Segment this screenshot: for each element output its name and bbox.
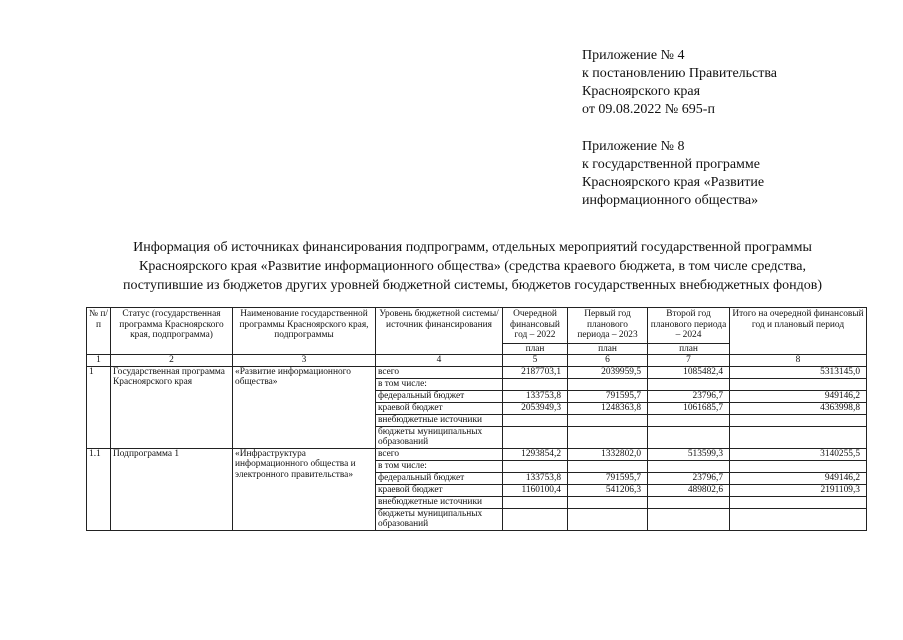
cell-2023: 791595,7: [568, 390, 648, 402]
appendix-line: Приложение № 4: [582, 48, 685, 63]
plan-label: план: [568, 343, 647, 355]
cell-level: всего: [376, 366, 503, 378]
appendix-line: Приложение № 8: [582, 139, 685, 154]
cell-level: федеральный бюджет: [376, 390, 503, 402]
cell-total: 949146,2: [730, 472, 867, 484]
header-num: № п/п: [87, 308, 111, 355]
cell-total: [730, 378, 867, 390]
col-number: 5: [503, 355, 568, 367]
appendix-line: Красноярского края «Развитие: [582, 175, 765, 190]
cell-2023: 2039959,5: [568, 366, 648, 378]
cell-2024: 513599,3: [648, 448, 730, 460]
cell-total: 4363998,8: [730, 402, 867, 414]
cell-2022: 2187703,1: [503, 366, 568, 378]
cell-2023: [568, 414, 648, 426]
cell-2023: 1332802,0: [568, 448, 648, 460]
cell-total: [730, 508, 867, 530]
header-2022: Очередной финансовый год – 2022 план: [503, 308, 568, 355]
cell-2022: [503, 496, 568, 508]
cell-level: бюджеты муниципальных образований: [376, 508, 503, 530]
header-name: Наименование государственной программы Красноярского края, подпрограммы: [233, 308, 376, 355]
cell-2024: [648, 426, 730, 448]
col-number: 2: [111, 355, 233, 367]
header-2023: Первый год планового периода – 2023 план: [568, 308, 648, 355]
cell-2022: [503, 460, 568, 472]
cell-2022: 1160100,4: [503, 484, 568, 496]
appendix-header: [582, 47, 777, 210]
appendix-line: к постановлению Правительства: [582, 66, 778, 81]
cell-2024: [648, 508, 730, 530]
cell-2023: 1248363,8: [568, 402, 648, 414]
appendix-line: информационного общества»: [582, 193, 759, 208]
cell-total: 949146,2: [730, 390, 867, 402]
cell-level: федеральный бюджет: [376, 472, 503, 484]
cell-2023: 791595,7: [568, 472, 648, 484]
cell-total: [730, 414, 867, 426]
cell-level: всего: [376, 448, 503, 460]
header-level: Уровень бюджетной системы/источник финансирования: [376, 308, 503, 355]
title-line: Информация об источниках финансирования подпрограмм, отдельных мероприятий государственной программы: [133, 240, 812, 255]
appendix-line: от 09.08.2022 № 695-п: [582, 102, 715, 117]
col-number: 8: [730, 355, 867, 367]
header-total: Итого на очередной финансовый год и плановый период: [730, 308, 867, 355]
table-row: [87, 366, 867, 378]
cell-2023: [568, 496, 648, 508]
cell-2022: 133753,8: [503, 472, 568, 484]
row-name: «Инфраструктура информационного общества и электронного правительства»: [233, 448, 376, 530]
cell-2022: [503, 378, 568, 390]
title-line: Красноярского края «Развитие информационного общества» (средства краевого бюджета, в том числе средства,: [139, 259, 806, 274]
cell-total: [730, 460, 867, 472]
col-number: 3: [233, 355, 376, 367]
cell-total: 2191109,3: [730, 484, 867, 496]
cell-level: краевой бюджет: [376, 484, 503, 496]
title-line: поступившие из бюджетов других уровней бюджетной системы, бюджетов государственных внебюджетных фондов): [122, 278, 823, 293]
cell-level: в том числе:: [376, 378, 503, 390]
cell-2024: 1061685,7: [648, 402, 730, 414]
cell-2022: [503, 508, 568, 530]
cell-2022: 2053949,3: [503, 402, 568, 414]
cell-2024: [648, 460, 730, 472]
cell-level: внебюджетные источники: [376, 414, 503, 426]
cell-2022: [503, 414, 568, 426]
cell-2023: [568, 508, 648, 530]
cell-2022: 1293854,2: [503, 448, 568, 460]
cell-level: краевой бюджет: [376, 402, 503, 414]
cell-2024: [648, 378, 730, 390]
col-number: 4: [376, 355, 503, 367]
plan-label: план: [503, 343, 567, 355]
cell-total: [730, 426, 867, 448]
cell-total: [730, 496, 867, 508]
cell-2024: 1085482,4: [648, 366, 730, 378]
cell-2024: 23796,7: [648, 390, 730, 402]
cell-total: 5313145,0: [730, 366, 867, 378]
plan-label: план: [648, 343, 729, 355]
cell-2024: [648, 496, 730, 508]
cell-2023: [568, 460, 648, 472]
row-num: 1.1: [87, 448, 111, 530]
appendix-line: Красноярского края: [582, 84, 701, 99]
cell-2024: 23796,7: [648, 472, 730, 484]
cell-2024: 489802,6: [648, 484, 730, 496]
col-number: 7: [648, 355, 730, 367]
cell-total: 3140255,5: [730, 448, 867, 460]
cell-2022: 133753,8: [503, 390, 568, 402]
cell-level: внебюджетные источники: [376, 496, 503, 508]
cell-2023: 541206,3: [568, 484, 648, 496]
table-row: [87, 448, 867, 460]
header-status: Статус (государственная программа Красноярского края, подпрограмма): [111, 308, 233, 355]
cell-2022: [503, 426, 568, 448]
appendix-line: к государственной программе: [582, 157, 760, 172]
row-status: Подпрограмма 1: [111, 448, 233, 530]
document-title: [60, 238, 885, 295]
cell-2023: [568, 426, 648, 448]
cell-level: бюджеты муниципальных образований: [376, 426, 503, 448]
row-num: 1: [87, 366, 111, 448]
cell-level: в том числе:: [376, 460, 503, 472]
row-status: Государственная программа Красноярского края: [111, 366, 233, 448]
col-number: 6: [568, 355, 648, 367]
header-2024: Второй год планового периода – 2024 план: [648, 308, 730, 355]
col-number: 1: [87, 355, 111, 367]
row-name: «Развитие информационного общества»: [233, 366, 376, 448]
cell-2024: [648, 414, 730, 426]
cell-2023: [568, 378, 648, 390]
financing-table: [86, 307, 867, 531]
